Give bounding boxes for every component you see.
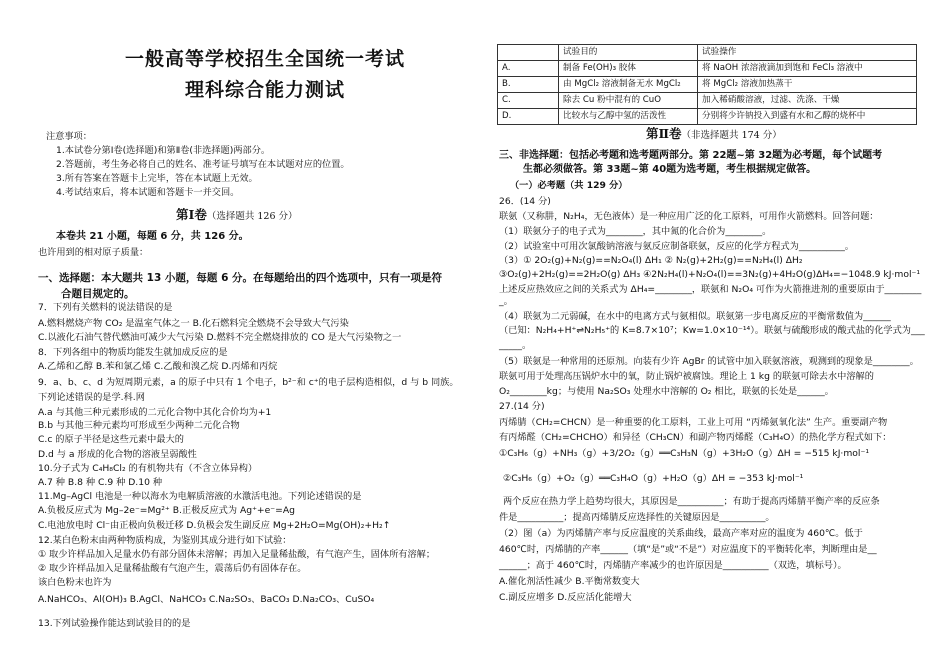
right-text-line: 两个反应在热力学上趋势均很大，其原因是__________；有助于提高丙烯腈平衡产率的反应条 (503, 496, 880, 507)
table-header-cell: 试验操作 (698, 45, 917, 61)
right-text-line: 联氨可用于处理高压锅炉水中的氧，防止锅炉被腐蚀。理论上 1 kg 的联氨可除去水中溶解的 (499, 371, 874, 382)
right-text-line: C.副反应增多 D.反应活化能增大 (499, 592, 632, 603)
right-text-line: （3）① 2O₂(g)+N₂(g)==N₂O₄(l) ΔH₁ ② N₂(g)+2H₂(g)==N₂H₄(l) ΔH₂ (499, 255, 803, 266)
left-text-line: C.电池放电时 Cl⁻由正极向负极迁移 D.负极会发生副反应 Mg+2H₂O=Mg(OH)₂+H₂↑ (38, 520, 391, 531)
exam-title: 一般高等学校招生全国统一考试 (124, 48, 405, 70)
table-cell: 比较水与乙醇中氢的活泼性 (559, 109, 698, 125)
volume1-heading (176, 207, 298, 223)
volume1-subtitle: （选择题共 126 分） (206, 211, 298, 222)
right-text-line: ______；高于 460℃时，丙烯腈产率减少的也许原因是__________（双选，填标号）。 (499, 560, 847, 571)
right-text-line: _。 (499, 296, 513, 307)
table-cell: A. (498, 61, 559, 77)
left-text-line: 7．下列有关燃料的说法错误的是 (38, 302, 173, 313)
section3-heading: 三、非选择题：包括必考题和选考题两部分。第 22题~第 32题为必考题，每个试题考 (499, 150, 883, 161)
right-text-line: ①C₃H₆（g）+NH₃（g）+3/2O₂（g）══C₃H₃N（g）+3H₂O（g）ΔH = −515 kJ·mol⁻¹ (499, 448, 870, 459)
right-text-line: ②C₃H₆（g）+O₂（g）══C₃H₄O（g）+H₂O（g）ΔH = −353 kJ·mol⁻¹ (503, 473, 804, 484)
table-cell: B. (498, 77, 559, 93)
left-text-line: 10.分子式为 C₄H₈Cl₂ 的有机物共有（不含立体异构） (38, 463, 258, 474)
left-text-line: A.燃料燃烧产物 CO₂ 是温室气体之一 B.化石燃料完全燃烧不会导致大气污染 (38, 318, 349, 329)
right-text-line: 26．(14 分) (499, 196, 551, 207)
table-row (498, 93, 917, 109)
table-cell: C. (498, 93, 559, 109)
section1-heading-cont: 合题目规定的。 (61, 288, 135, 300)
left-text-line: 9．a、b、c、d 为短周期元素，a 的原子中只有 1 个电子，b²⁻和 c⁺的电子层构造相似，d 与 b 同族。 (38, 377, 459, 388)
table-row (498, 109, 917, 125)
right-text-line: 件是__________；提高丙烯腈反应选择性的关键原因是__________。 (499, 512, 775, 523)
table-cell: 将 MgCl₂ 溶液加热蒸干 (698, 77, 917, 93)
right-text-line: （2）图（a）为丙烯腈产率与反应温度的关系曲线，最高产率对应的温度为 460℃。低于 (499, 528, 863, 539)
table-cell: 将 NaOH 浓溶液滴加到饱和 FeCl₃ 溶液中 (698, 61, 917, 77)
note-item: 1.本试卷分第Ⅰ卷(选择题)和第Ⅱ卷(非选择题)两部分。 (56, 145, 271, 156)
table-cell: 加入稀硝酸溶液，过滤、洗涤、干燥 (698, 93, 917, 109)
volume2-heading (646, 126, 782, 142)
right-text-line: （4）联氨为二元弱碱，在水中的电离方式与氨相似。联氨第一步电离反应的平衡常数值为______ (499, 311, 891, 322)
right-text-line: （已知：N₂H₄+H⁺⇌N₂H₅⁺的 K=8.7×10⁷；Kw=1.0×10⁻¹⁴）。联氨与硫酸形成的酸式盐的化学式为___ (499, 325, 925, 336)
left-text-line: B.b 与其他三种元素均可形成至少两种二元化合物 (38, 420, 240, 431)
left-text-line: A.负极反应式为 Mg–2e⁻=Mg²⁺ B.正极反应式为 Ag⁺+e⁻=Ag (38, 505, 295, 516)
left-text-line: ① 取少许样品加入足量水仍有部分固体未溶解；再加入足量稀盐酸，有气泡产生，固体所有溶解； (38, 549, 436, 560)
right-text-line: 上述反应热效应之间的关系式为 ΔH₄=________，联氨和 N₂O₄ 可作为火箭推进剂的重要原由于________ (499, 284, 922, 295)
note-item: 2.答题前，考生务必将自己的姓名、准考证号填写在本试题对应的位置。 (56, 159, 350, 170)
table-cell: 由 MgCl₂ 溶液制备无水 MgCl₂ (559, 77, 698, 93)
note-item: 4.考试结束后，将本试题和答题卡一并交回。 (56, 187, 240, 198)
left-text-line: 11.Mg–AgCl 电池是一种以海水为电解质溶液的水激活电池。下列论述错误的是 (38, 491, 362, 502)
left-text-line: D.d 与 a 形成的化合物的溶液呈弱酸性 (38, 449, 197, 460)
volume2-subtitle: （非选择题共 174 分） (681, 130, 782, 141)
section3-subheading: （一）必考题（共 129 分） (510, 180, 628, 191)
table-cell: D. (498, 109, 559, 125)
atomic-mass-line: 也许用到的相对原子质量： (38, 247, 149, 258)
right-text-line: 联氨（又称肼，N₂H₄，无色液体）是一种应用广泛的化工原料，可用作火箭燃料。回答问题： (499, 211, 879, 222)
left-text-line: 该白色粉末也许为 (38, 577, 112, 588)
right-text-line: 460℃时，丙烯腈的产率______（填“是”或“不是”）对应温度下的平衡转化率，判断理由是__ (499, 544, 877, 555)
left-text-line: C.以液化石油气替代燃油可减少大气污染 D.燃料不完全燃烧排放的 CO 是大气污染物之一 (38, 332, 402, 343)
right-text-line: （2）试验室中可用次氯酸钠溶液与氨反应制备联氨，反应的化学方程式为__________。 (499, 241, 854, 252)
experiment-table (497, 44, 917, 125)
section1-heading: 一、选择题：本大题共 13 小题，每题 6 分。在每题给出的四个选项中，只有一项是符 (38, 272, 443, 284)
left-text-line: 8．下列各组中的物质均能发生就加成反应的是 (38, 347, 228, 358)
left-text-line: 12.某白色粉末由两种物质构成，为鉴别其成分进行如下试验： (38, 535, 292, 546)
table-cell: 分别将少许钠投入到盛有水和乙醇的烧杯中 (698, 109, 917, 125)
volume2-title: 第Ⅱ卷 (646, 126, 682, 141)
table-header-cell: 试验目的 (559, 45, 698, 61)
right-text-line: 丙烯腈（CH₂=CHCN）是一种重要的化工原料，工业上可用 “丙烯氨氧化法” 生产。重要副产物 (499, 417, 888, 428)
left-text-line: 13.下列试验操作能达到试验目的的是 (38, 618, 191, 629)
right-text-line: _____。 (499, 340, 532, 351)
table-row (498, 77, 917, 93)
left-text-line: ② 取少许样品加入足量稀盐酸有气泡产生，震荡后仍有固体存在。 (38, 563, 307, 574)
table-header-cell (498, 45, 559, 61)
section3-heading-cont: 生都必须做答。第 33题~第 40题为选考题，考生根据规定做答。 (523, 164, 817, 175)
right-text-line: ③O₂(g)+2H₂(g)==2H₂O(g) ΔH₃ ④2N₂H₄(l)+N₂O₄(l)==3N₂(g)+4H₂O(g)ΔH₄=−1048.9 kJ·mol⁻¹ (499, 269, 921, 280)
right-text-line: 27.(14 分) (499, 401, 545, 412)
right-text-line: 有丙烯醛（CH₂=CHCHO）和异径（CH₃CN）和副产物丙烯醛（C₃H₄O）的热化学方程式如下： (499, 432, 892, 443)
left-text-line: A.乙烯和乙醇 B.苯和氯乙烯 C.乙酸和溴乙烷 D.丙烯和丙烷 (38, 361, 278, 372)
right-text-line: （1）联氨分子的电子式为________，其中氮的化合价为________。 (499, 226, 772, 237)
note-item: 3.所有答案在答题卡上完毕，答在本试题上无效。 (56, 173, 258, 184)
left-text-line: A.NaHCO₃、Al(OH)₃ B.AgCl、NaHCO₃ C.Na₂SO₃、BaCO₃ D.Na₂CO₃、CuSO₄ (38, 594, 375, 605)
left-text-line: A.a 与其他三种元素形成的二元化合物中其化合价均为+1 (38, 407, 272, 418)
left-text-line: A.7 种 B.8 种 C.9 种 D.10 种 (38, 477, 163, 488)
left-text-line: C.c 的原子半径是这些元素中最大的 (38, 434, 184, 445)
right-text-line: （5）联氨是一种常用的还原剂。向装有少许 AgBr 的试管中加入联氨溶液，观测到的现象是________。 (499, 356, 919, 367)
volume1-title: 第Ⅰ卷 (176, 207, 207, 222)
table-cell: 制备 Fe(OH)₃ 胶体 (559, 61, 698, 77)
table-row (498, 61, 917, 77)
table-cell: 除去 Cu 粉中混有的 CuO (559, 93, 698, 109)
left-text-line: 下列论述错误的是学.科.网 (38, 392, 145, 403)
right-text-line: O₂________kg；与使用 Na₂SO₃ 处理水中溶解的 O₂ 相比，联氨的长处是______。 (499, 386, 834, 397)
right-text-line: A.催化剂活性减少 B.平衡常数变大 (499, 576, 640, 587)
volume1-intro: 本卷共 21 小题，每题 6 分，共 126 分。 (56, 231, 249, 242)
notes-heading: 注意事项： (46, 131, 92, 142)
exam-subtitle: 理科综合能力测试 (184, 79, 345, 101)
table-header-row (498, 45, 917, 61)
